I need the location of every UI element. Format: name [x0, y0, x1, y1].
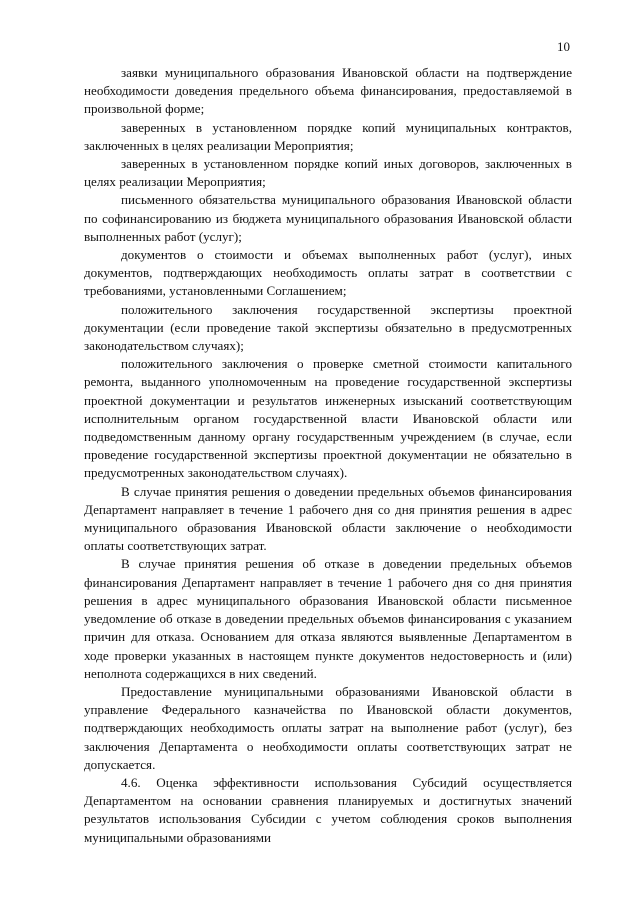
paragraph-refusal-decision: В случае принятия решения об отказе в доведении предельных объемов финансирования Департамент направляет в течение 1 рабочего дня со дня принятия решения в адрес муниципального образования Ивановской области письменное уведомление об отказе в доведении предельных объемов финансирования с указанием причин для отказа. Основанием для отказа являются выявленные Департаментом в ходе проверки указанных в настоящем пункте документов недостоверность и (или) неполнота содержащихся в них сведений.	[84, 556, 572, 681]
paragraph-cofinancing-obligation: письменного обязательства муниципального образования Ивановской области по софинансированию из бюджета муниципального образования Ивановской области выполненных работ (услуг);	[84, 192, 572, 244]
paragraph-funding-decision: В случае принятия решения о доведении предельных объемов финансирования Департамент направляет в течение 1 рабочего дня со дня принятия решения в адрес муниципального образования Ивановской области заключение о необходимости оплаты соответствующих затрат.	[84, 483, 572, 554]
document-body	[84, 64, 572, 847]
page-number: 10	[557, 39, 570, 54]
paragraph-other-contracts: заверенных в установленном порядке копий иных договоров, заключенных в целях реализации Мероприятия;	[84, 156, 572, 190]
paragraph-municipal-contracts: заверенных в установленном порядке копий муниципальных контрактов, заключенных в целях реализации Мероприятия;	[84, 119, 572, 153]
paragraph-treasury-submission: Предоставление муниципальными образованиями Ивановской области в управление Федерального казначейства по Ивановской области документов, подтверждающих необходимость оплаты затрат на выполнение работ (услуг), без заключения Департамента о необходимости оплаты соответствующих затрат не допускается.	[84, 683, 572, 772]
paragraph-state-expertise: положительного заключения государственной экспертизы проектной документации (если проведение такой экспертизы обязательно в предусмотренных законодательством случаях);	[84, 301, 572, 354]
paragraph-cost-documents: документов о стоимости и объемах выполненных работ (услуг), иных документов, подтверждающих необходимость оплаты затрат в соответствии с требованиями, установленными Соглашением;	[84, 247, 572, 299]
paragraph-estimate-verification: положительного заключения о проверке сметной стоимости капитального ремонта, выданного уполномоченным на проведение государственной экспертизы проектной документации и результатов инженерных изысканий соответствующим исполнительным органом государственной власти Ивановской области или подведомственным данному органу государственным учреждением (в случае, если проведение государственной экспертизы проектной документации не обязательно в предусмотренных законодательством случаях).	[84, 356, 572, 481]
paragraph-section-4-6: 4.6. Оценка эффективности использования Субсидий осуществляется Департаментом на основании сравнения планируемых и достигнутых значений результатов использования Субсидии с учетом соблюдения сроков выполнения муниципальными образованиями	[84, 774, 572, 845]
paragraph-application: заявки муниципального образования Ивановской области на подтверждение необходимости доведения предельного объема финансирования, предоставляемой в произвольной форме;	[84, 65, 572, 117]
